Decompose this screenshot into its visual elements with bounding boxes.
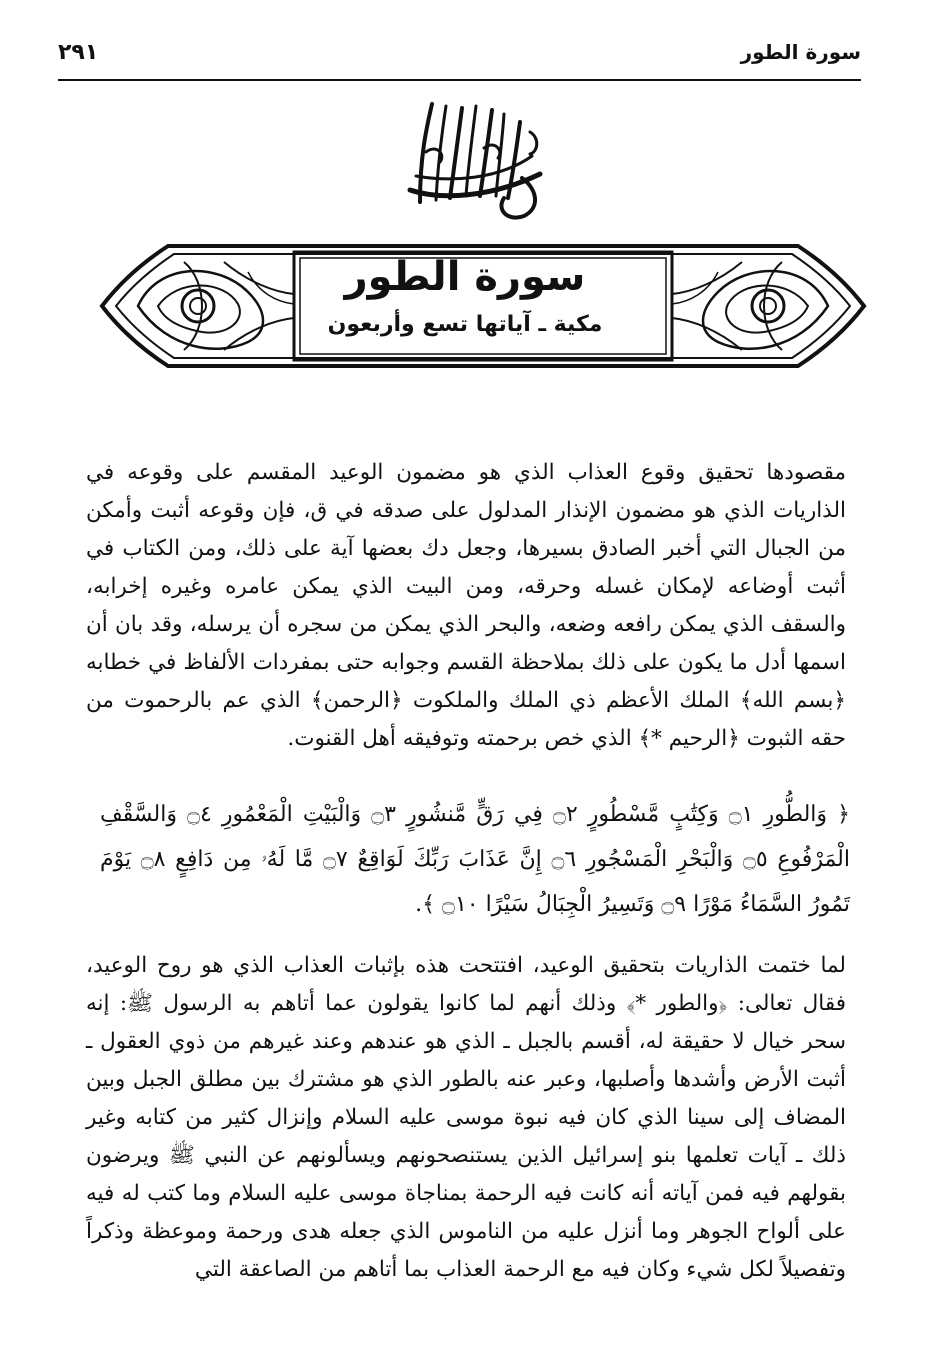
header-rule [58, 79, 861, 81]
surah-running-title: سورة الطور [740, 40, 861, 64]
basmala-calligraphy [380, 92, 570, 224]
intro-paragraph: مقصودها تحقيق وقوع العذاب الذي هو مضمون الوعيد المقسم على وقوعه في الذاريات الذي هو مضمون الإنذار المدلول على صدقه في ق، فإن وقوعه أثبت وأمكن من الجبال التي أخبر الصادق بسيرها، وجعل دك بعضها آية على ذلك، ومن الكتاب في أثبت أوضاعه لإمكان غسله وحرقه، ومن البيت الذي يمكن عامره وغيره إخرابه، والسقف الذي يمكن رافعه وضعه، والبحر الذي يمكن من سجره أن يرسله، وقد بان أن اسمها أدل ما يكون على ذلك بملاحظة القسم وجوابه حتى بمفردات الألفاظ في خطابه ﴿بسم الله﴾ الملك الأعظم ذي الملك والملكوت ﴿الرحمن﴾ الذي عم بالرحموت من حقه الثبوت ﴿الرحيم *﴾ الذي خص برحمته وتوفيقه أهل القنوت. [86, 459, 846, 751]
surah-subtitle: مكية ـ آياتها تسع وأربعون [327, 312, 603, 337]
page-number: ٢٩١ [58, 40, 99, 65]
surah-title: سورة الطور [344, 254, 586, 300]
commentary-paragraph: لما ختمت الذاريات بتحقيق الوعيد، افتتحت هذه بإثبات العذاب الذي هو روح الوعيد، فقال تعالى: ﴿والطور *﴾ وذلك أنهم لما كانوا يقولون عما أتاهم به الرسول ﷺ: إنه سحر خيال لا حقيقة له، أقسم بالجبل ـ الذي هو عندهم وعند غيرهم من ذوي العقول ـ أثبت الأرض وأشدها وأصلبها، وعبر عنه بالطور الذي هو مشترك بين مطلق الجبل وبين المضاف إلى سينا الذي كان فيه نبوة موسى عليه السلام وإنزال كثير من كتابه وغير ذلك ـ آيات تعلمها بنو إسرائيل الذين يستنصحونهم ويسألونهم عن النبي ﷺ ويرضون بقولهم فيه فمن آياته أنه كانت فيه الرحمة بمناجاة موسى عليه السلام وما كتب له فيه على ألواح الجوهر وما أنزل عليه من الناموس الذي جعله هدى ورحمة وموعظة وذكراً وتفصيلاً لكل شيء وكان فيه مع الرحمة العذاب بما أتاهم من الصاعقة التي [86, 952, 846, 1282]
basmala-calligraphy-icon [380, 92, 570, 224]
quran-verses: ﴿ وَالطُّورِ ۝١ وَكِتَٰبٍ مَّسْطُورٍ ۝٢ فِي رَقٍّ مَّنشُورٍ ۝٣ وَالْبَيْتِ الْمَعْمُورِ ۝٤ وَالسَّقْفِ الْمَرْفُوعِ ۝٥ وَالْبَحْرِ الْمَسْجُورِ ۝٦ إِنَّ عَذَابَ رَبِّكَ لَوَاقِعٌ ۝٧ مَّا لَهُۥ مِن دَافِعٍ ۝٨ يَوْمَ تَمُورُ السَّمَاءُ مَوْرًا ۝٩ وَتَسِيرُ الْجِبَالُ سَيْرًا ۝١٠ ﴾. [100, 802, 851, 917]
running-header [58, 40, 861, 80]
